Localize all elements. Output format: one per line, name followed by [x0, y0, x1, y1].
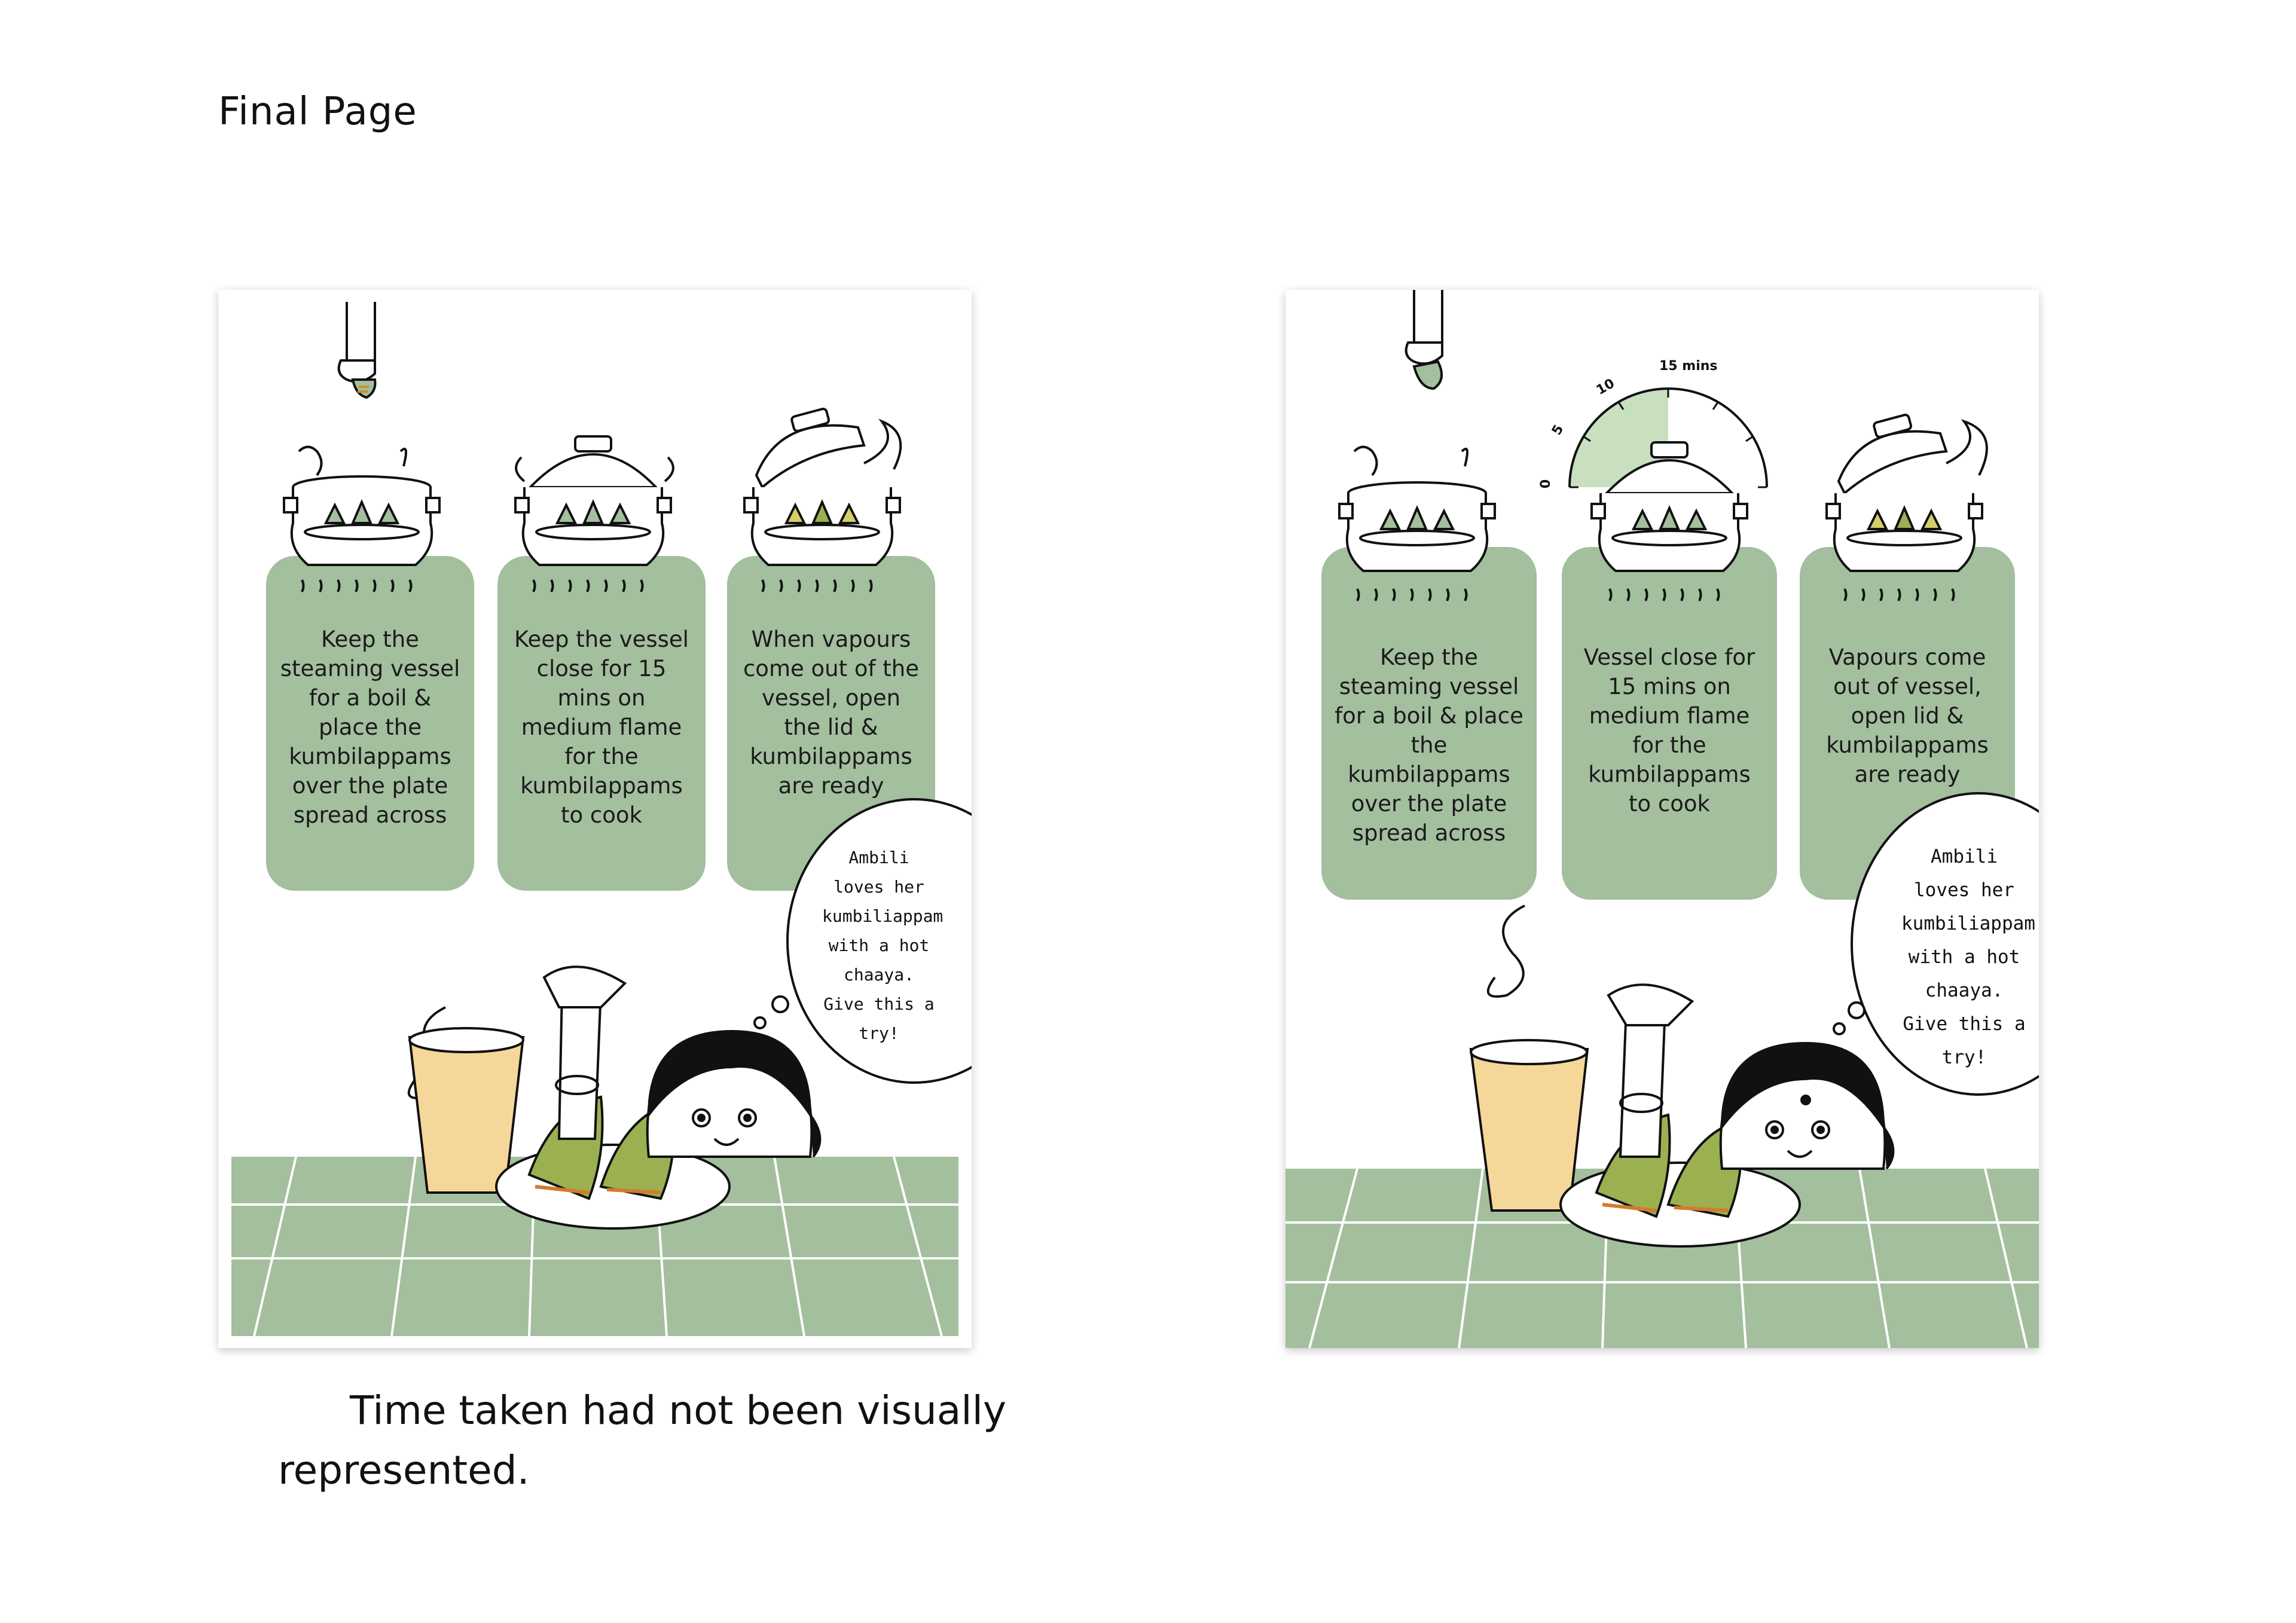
step-2-text: Keep the vessel close for 15 mins on medium flame for the kumbilappams to cook	[514, 626, 689, 828]
timer-label-15-mins: 15 mins	[1659, 359, 1718, 374]
caption	[278, 1381, 1019, 1500]
thought-dot	[1848, 1001, 1866, 1019]
caption-line-1: Time taken had not been visually	[350, 1387, 1007, 1434]
thought-dot	[1833, 1022, 1846, 1035]
girl-face	[1721, 1043, 1894, 1169]
thought-bubble-text: Ambili loves her kumbiliappam with a hot chaaya. Give this a try!	[1901, 846, 2035, 1068]
timer-label-0: 0	[1538, 479, 1554, 489]
steam-swirl	[1488, 906, 1525, 997]
timer-label-5: 5	[1549, 422, 1567, 438]
step-3-text: When vapours come out of the vessel, open the lid & kumbilappams are ready	[743, 626, 920, 799]
steaming-vessel-lid-open	[744, 408, 900, 592]
girl-hand	[544, 967, 625, 1139]
thought-bubble-text: Ambili loves her kumbiliappam with a hot chaaya. Give this a try!	[822, 848, 944, 1043]
caption-line-2: represented.	[278, 1447, 530, 1493]
page-heading: Final Page	[218, 90, 417, 134]
step-2-text: Vessel close for 15 mins on medium flame for the kumbilappams to cook	[1583, 644, 1755, 817]
tea-glass	[410, 1028, 523, 1193]
step-1-text: Keep the steaming vessel for a boil & place the kumbilappams over the plate spread across	[1335, 644, 1523, 846]
timer-label-10: 10	[1593, 376, 1617, 398]
thought-dot	[753, 1016, 767, 1029]
step-1-text: Keep the steaming vessel for a boil & place the kumbilappams over the plate spread across	[280, 626, 460, 828]
hand-with-kumbilappam	[1406, 290, 1442, 389]
hand-with-kumbilappam	[339, 302, 375, 398]
right-page-card	[1286, 290, 2039, 1348]
girl-hand	[1608, 985, 1692, 1157]
thought-dot	[771, 995, 789, 1013]
girl-face	[648, 1031, 820, 1157]
step-3-text: Vapours come out of vessel, open lid & kumbilappams are ready	[1826, 644, 1989, 787]
tea-glass	[1471, 1040, 1587, 1211]
left-page-card	[218, 290, 972, 1348]
